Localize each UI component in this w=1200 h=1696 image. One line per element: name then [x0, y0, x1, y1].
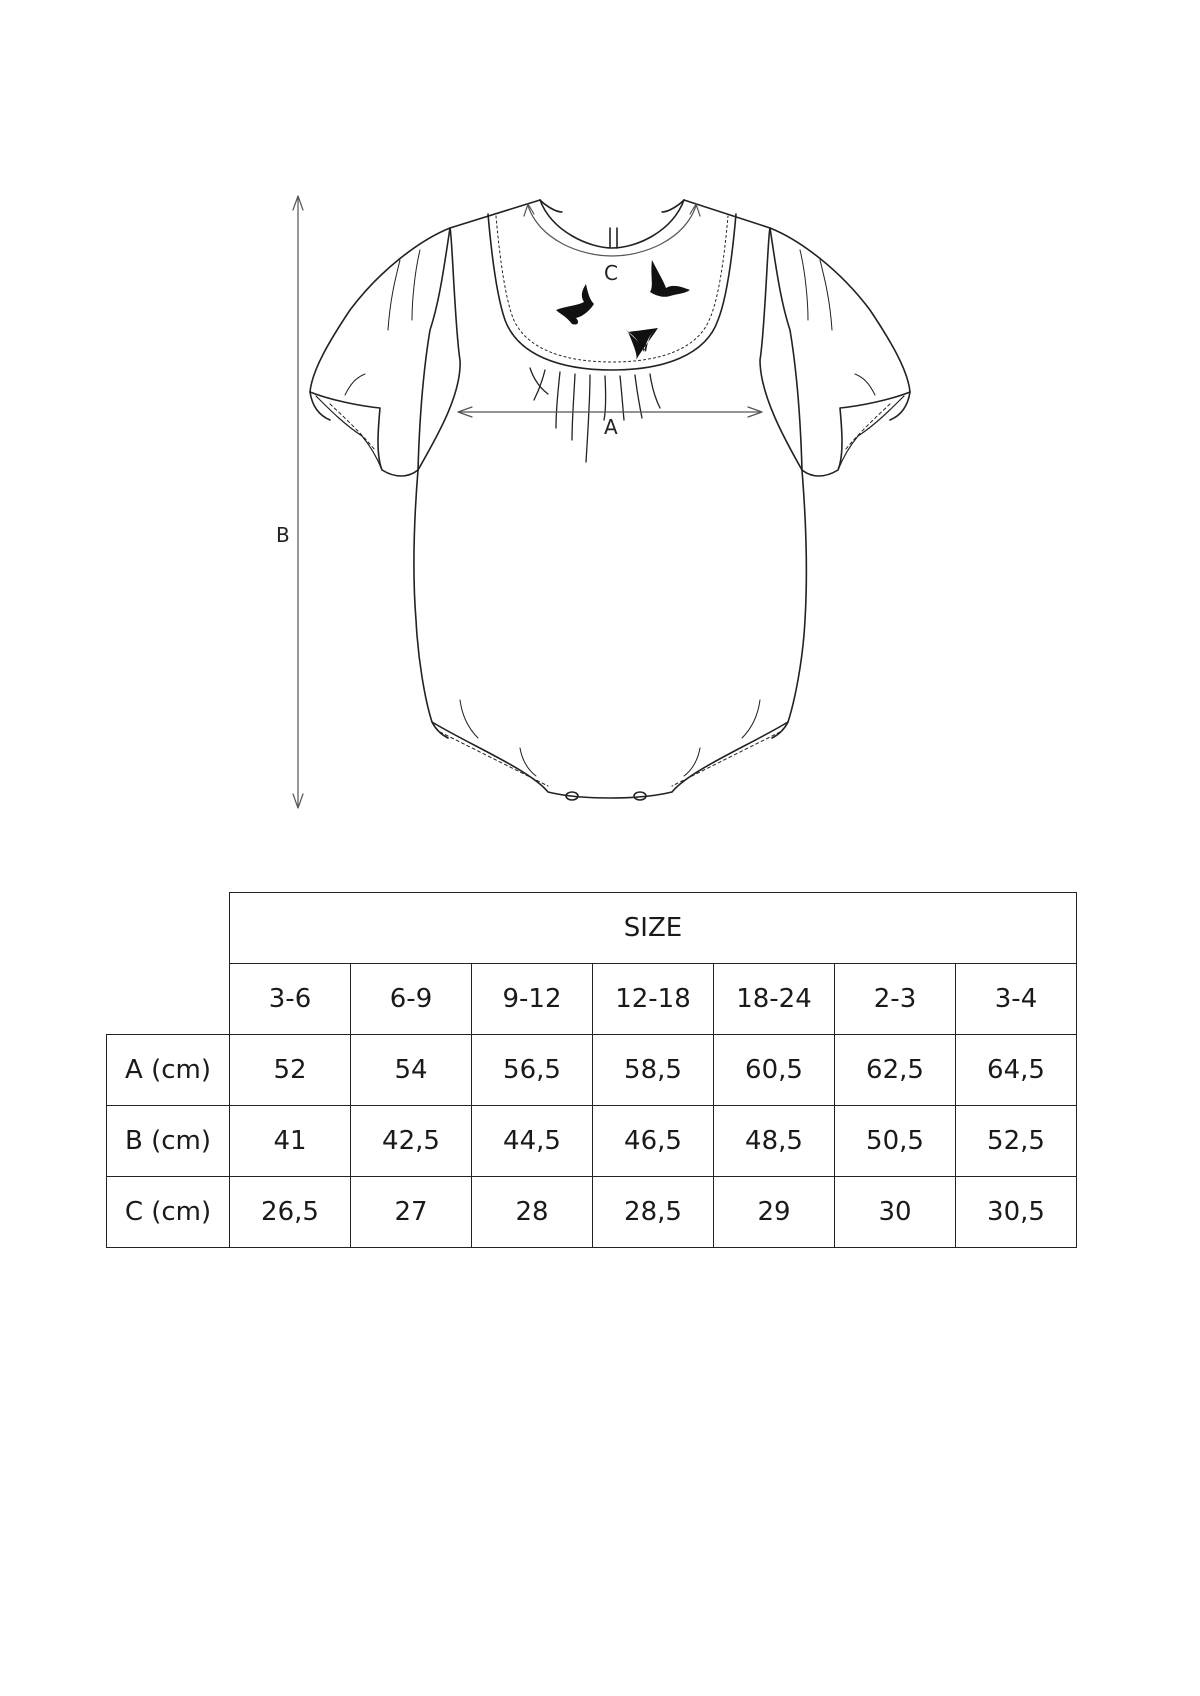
table-cell: 62,5	[835, 1035, 956, 1106]
row-label: B (cm)	[107, 1106, 230, 1177]
left-sleeve	[310, 228, 450, 476]
table-row	[107, 1177, 1077, 1248]
table-row	[107, 1106, 1077, 1177]
empty-corner	[107, 964, 230, 1035]
gather-lines	[530, 368, 660, 462]
bird-embroidery	[556, 260, 690, 360]
table-cell: 56,5	[472, 1035, 593, 1106]
bird-icon	[556, 284, 594, 325]
bib-panel	[488, 214, 736, 370]
table-cell: 28	[472, 1177, 593, 1248]
size-header: SIZE	[230, 893, 1077, 964]
bird-icon	[650, 260, 690, 297]
size-column-header: 12-18	[593, 964, 714, 1035]
dimension-b-arrow	[293, 196, 303, 808]
table-cell: 52	[230, 1035, 351, 1106]
label-a: A	[604, 415, 618, 439]
bird-icon	[626, 326, 658, 360]
snap-buttons	[566, 792, 646, 800]
table-cell: 30,5	[956, 1177, 1077, 1248]
table-cell: 30	[835, 1177, 956, 1248]
right-sleeve	[770, 228, 910, 476]
table-cell: 41	[230, 1106, 351, 1177]
size-column-header: 9-12	[472, 964, 593, 1035]
empty-corner	[107, 893, 230, 964]
size-column-header: 18-24	[714, 964, 835, 1035]
table-cell: 29	[714, 1177, 835, 1248]
table-cell: 58,5	[593, 1035, 714, 1106]
label-b: B	[276, 523, 290, 547]
size-column-header: 3-6	[230, 964, 351, 1035]
table-cell: 42,5	[351, 1106, 472, 1177]
neckline	[540, 200, 684, 248]
table-cell: 52,5	[956, 1106, 1077, 1177]
romper-body-outline	[414, 228, 807, 798]
table-cell: 50,5	[835, 1106, 956, 1177]
table-cell: 54	[351, 1035, 472, 1106]
size-column-header: 3-4	[956, 964, 1077, 1035]
table-row	[107, 1035, 1077, 1106]
size-chart-table	[106, 892, 1077, 1248]
row-label: C (cm)	[107, 1177, 230, 1248]
table-cell: 60,5	[714, 1035, 835, 1106]
table-cell: 26,5	[230, 1177, 351, 1248]
table-cell: 64,5	[956, 1035, 1077, 1106]
size-column-header: 6-9	[351, 964, 472, 1035]
table-cell: 27	[351, 1177, 472, 1248]
size-column-header: 2-3	[835, 964, 956, 1035]
table-cell: 28,5	[593, 1177, 714, 1248]
row-label: A (cm)	[107, 1035, 230, 1106]
table-cell: 46,5	[593, 1106, 714, 1177]
label-c: C	[604, 261, 618, 285]
table-cell: 44,5	[472, 1106, 593, 1177]
table-cell: 48,5	[714, 1106, 835, 1177]
